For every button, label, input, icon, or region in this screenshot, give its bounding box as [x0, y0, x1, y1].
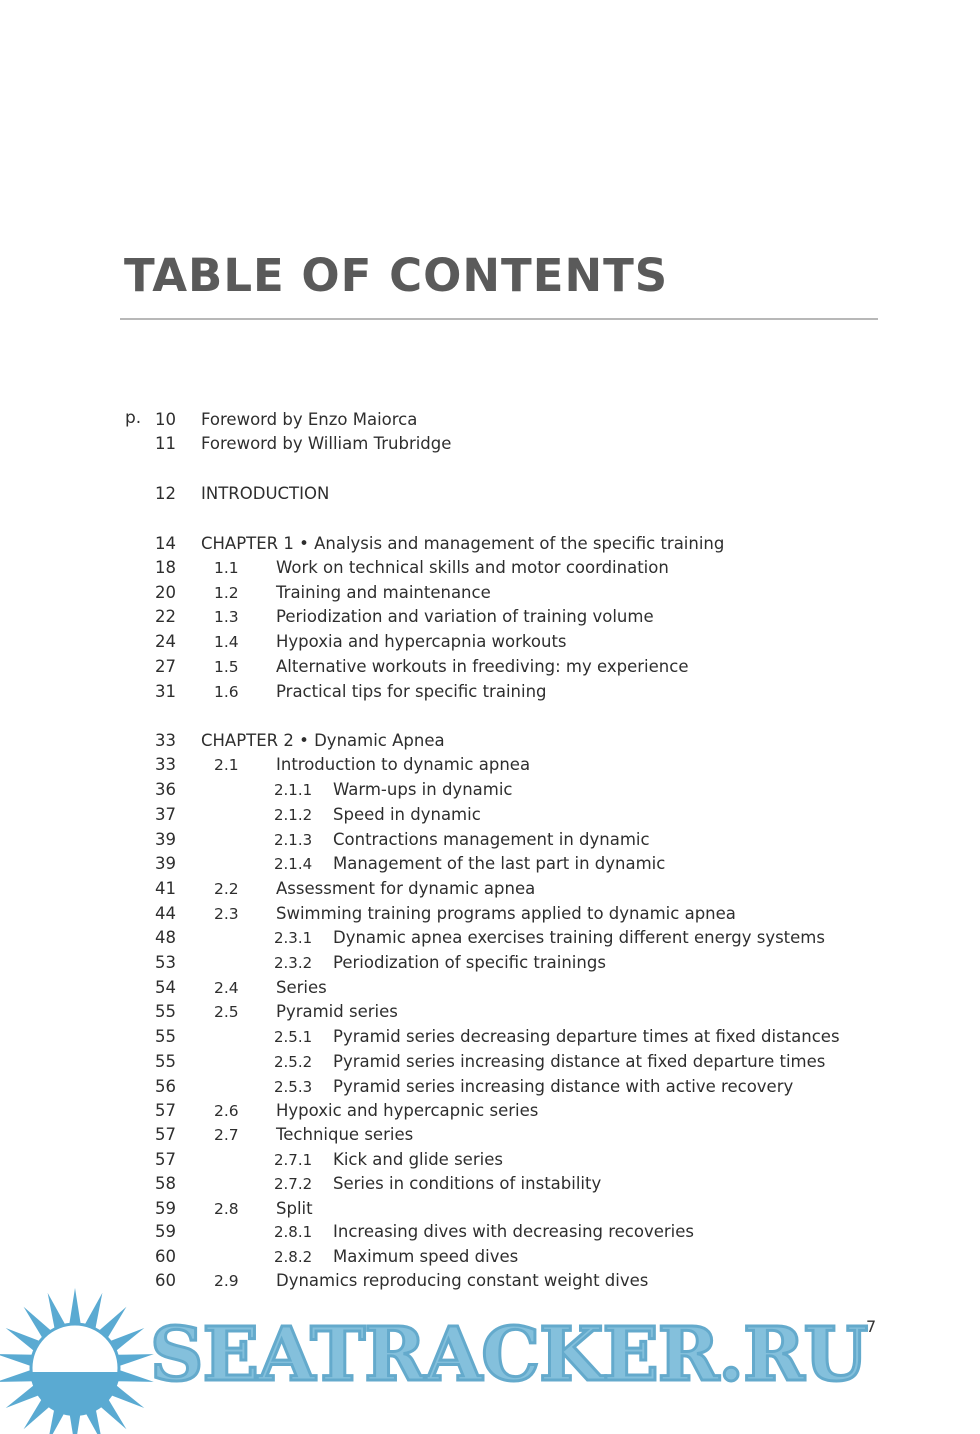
- toc-page-number: 54: [155, 978, 176, 997]
- toc-entry-title: Maximum speed dives: [333, 1247, 519, 1266]
- toc-page-number: 55: [155, 1002, 176, 1021]
- toc-section-number: 1.5: [214, 658, 239, 676]
- toc-section-number: 2.9: [214, 1272, 239, 1290]
- toc-section-number: 2.1.3: [274, 831, 313, 849]
- toc-section-number: 2.7: [214, 1126, 239, 1144]
- toc-page-number: 39: [155, 854, 176, 873]
- toc-page-number: 60: [155, 1247, 176, 1266]
- toc-entry-title: Kick and glide series: [333, 1150, 503, 1169]
- toc-page-number: 22: [155, 607, 176, 626]
- title-divider: [120, 318, 878, 320]
- toc-section-number: 2.7.1: [274, 1151, 313, 1169]
- toc-entry-title: Introduction to dynamic apnea: [276, 755, 531, 774]
- toc-section-number: 2.5.2: [274, 1053, 313, 1071]
- toc-page-number: 58: [155, 1174, 176, 1193]
- page-prefix-label: p.: [125, 408, 142, 428]
- toc-page-number: 14: [155, 534, 176, 553]
- toc-page-number: 55: [155, 1052, 176, 1071]
- toc-section-number: 1.3: [214, 608, 239, 626]
- watermark-text: SEATRACKER.RU: [150, 1312, 868, 1398]
- toc-section-number: 1.2: [214, 584, 239, 602]
- toc-section-number: 2.7.2: [274, 1175, 313, 1193]
- toc-section-number: 2.5.3: [274, 1078, 313, 1096]
- toc-entry-title: Warm-ups in dynamic: [333, 780, 513, 799]
- toc-entry-title: Pyramid series increasing distance with active recovery: [333, 1077, 794, 1096]
- toc-page-number: 11: [155, 434, 176, 453]
- toc-page-number: 33: [155, 731, 176, 750]
- toc-page-number: 41: [155, 879, 176, 898]
- toc-entry-title: Management of the last part in dynamic: [333, 854, 666, 873]
- toc-page-number: 60: [155, 1271, 176, 1290]
- toc-page-number: 59: [155, 1222, 176, 1241]
- toc-page-number: 57: [155, 1125, 176, 1144]
- toc-page-number: 59: [155, 1199, 176, 1218]
- toc-section-number: 2.8.2: [274, 1248, 313, 1266]
- toc-page-number: 56: [155, 1077, 176, 1096]
- toc-section-number: 2.6: [214, 1102, 239, 1120]
- page-title: TABLE OF CONTENTS: [124, 249, 669, 302]
- toc-section-number: 2.8.1: [274, 1223, 313, 1241]
- toc-entry-title: Assessment for dynamic apnea: [276, 879, 536, 898]
- toc-entry-title: Training and maintenance: [276, 583, 491, 602]
- toc-entry-title: Dynamic apnea exercises training different energy systems: [333, 928, 825, 947]
- toc-page-number: 18: [155, 558, 176, 577]
- toc-section-number: 2.1: [214, 756, 239, 774]
- toc-entry-title: Dynamics reproducing constant weight dives: [276, 1271, 649, 1290]
- toc-page-number: 57: [155, 1150, 176, 1169]
- toc-entry-title: Periodization and variation of training volume: [276, 607, 654, 626]
- toc-entry-title: Pyramid series decreasing departure times at fixed distances: [333, 1027, 840, 1046]
- toc-page-number: 24: [155, 632, 176, 651]
- toc-entry-title: Split: [276, 1199, 313, 1218]
- toc-page-number: 39: [155, 830, 176, 849]
- toc-section-number: 1.6: [214, 683, 239, 701]
- toc-page-number: 33: [155, 755, 176, 774]
- toc-entry-title: Hypoxic and hypercapnic series: [276, 1101, 539, 1120]
- toc-page-number: 44: [155, 904, 176, 923]
- toc-page-number: 55: [155, 1027, 176, 1046]
- toc-page-number: 57: [155, 1101, 176, 1120]
- toc-page-number: 48: [155, 928, 176, 947]
- toc-entry-title: Contractions management in dynamic: [333, 830, 650, 849]
- toc-page-number: 37: [155, 805, 176, 824]
- toc-entry-title: Alternative workouts in freediving: my experience: [276, 657, 689, 676]
- toc-entry-title: Pyramid series increasing distance at fixed departure times: [333, 1052, 826, 1071]
- toc-entry-title: INTRODUCTION: [201, 484, 330, 503]
- toc-entry-title: Increasing dives with decreasing recoveries: [333, 1222, 695, 1241]
- toc-entry-title: Technique series: [276, 1125, 414, 1144]
- toc-section-number: 2.5: [214, 1003, 239, 1021]
- toc-section-number: 2.1.2: [274, 806, 313, 824]
- toc-entry-title: Series: [276, 978, 327, 997]
- toc-entry-title: Swimming training programs applied to dynamic apnea: [276, 904, 736, 923]
- toc-page-number: 27: [155, 657, 176, 676]
- toc-section-number: 2.1.4: [274, 855, 313, 873]
- toc-section-number: 2.1.1: [274, 781, 313, 799]
- toc-page-number: 53: [155, 953, 176, 972]
- toc-entry-title: Hypoxia and hypercapnia workouts: [276, 632, 567, 651]
- toc-entry-title: Periodization of specific trainings: [333, 953, 606, 972]
- toc-entry-title: Series in conditions of instability: [333, 1174, 602, 1193]
- toc-section-number: 1.1: [214, 559, 239, 577]
- toc-entry-title: Foreword by William Trubridge: [201, 434, 452, 453]
- toc-section-number: 2.3.2: [274, 954, 313, 972]
- toc-page-number: 36: [155, 780, 176, 799]
- toc-section-number: 2.3: [214, 905, 239, 923]
- page-number: 7: [866, 1317, 877, 1336]
- toc-entry-title: Work on technical skills and motor coordination: [276, 558, 669, 577]
- toc-entry-title: Pyramid series: [276, 1002, 398, 1021]
- toc-section-number: 2.2: [214, 880, 239, 898]
- toc-entry-title: Practical tips for specific training: [276, 682, 547, 701]
- toc-entry-title: CHAPTER 2 • Dynamic Apnea: [201, 731, 445, 750]
- toc-section-number: 1.4: [214, 633, 239, 651]
- toc-section-number: 2.8: [214, 1200, 239, 1218]
- toc-entry-title: Speed in dynamic: [333, 805, 481, 824]
- toc-section-number: 2.5.1: [274, 1028, 313, 1046]
- toc-entry-title: Foreword by Enzo Maiorca: [201, 410, 418, 429]
- toc-page-number: 31: [155, 682, 176, 701]
- toc-page-number: 20: [155, 583, 176, 602]
- toc-section-number: 2.3.1: [274, 929, 313, 947]
- toc-section-number: 2.4: [214, 979, 239, 997]
- toc-page-number: 10: [155, 410, 176, 429]
- toc-page-number: 12: [155, 484, 176, 503]
- toc-entry-title: CHAPTER 1 • Analysis and management of the specific training: [201, 534, 725, 553]
